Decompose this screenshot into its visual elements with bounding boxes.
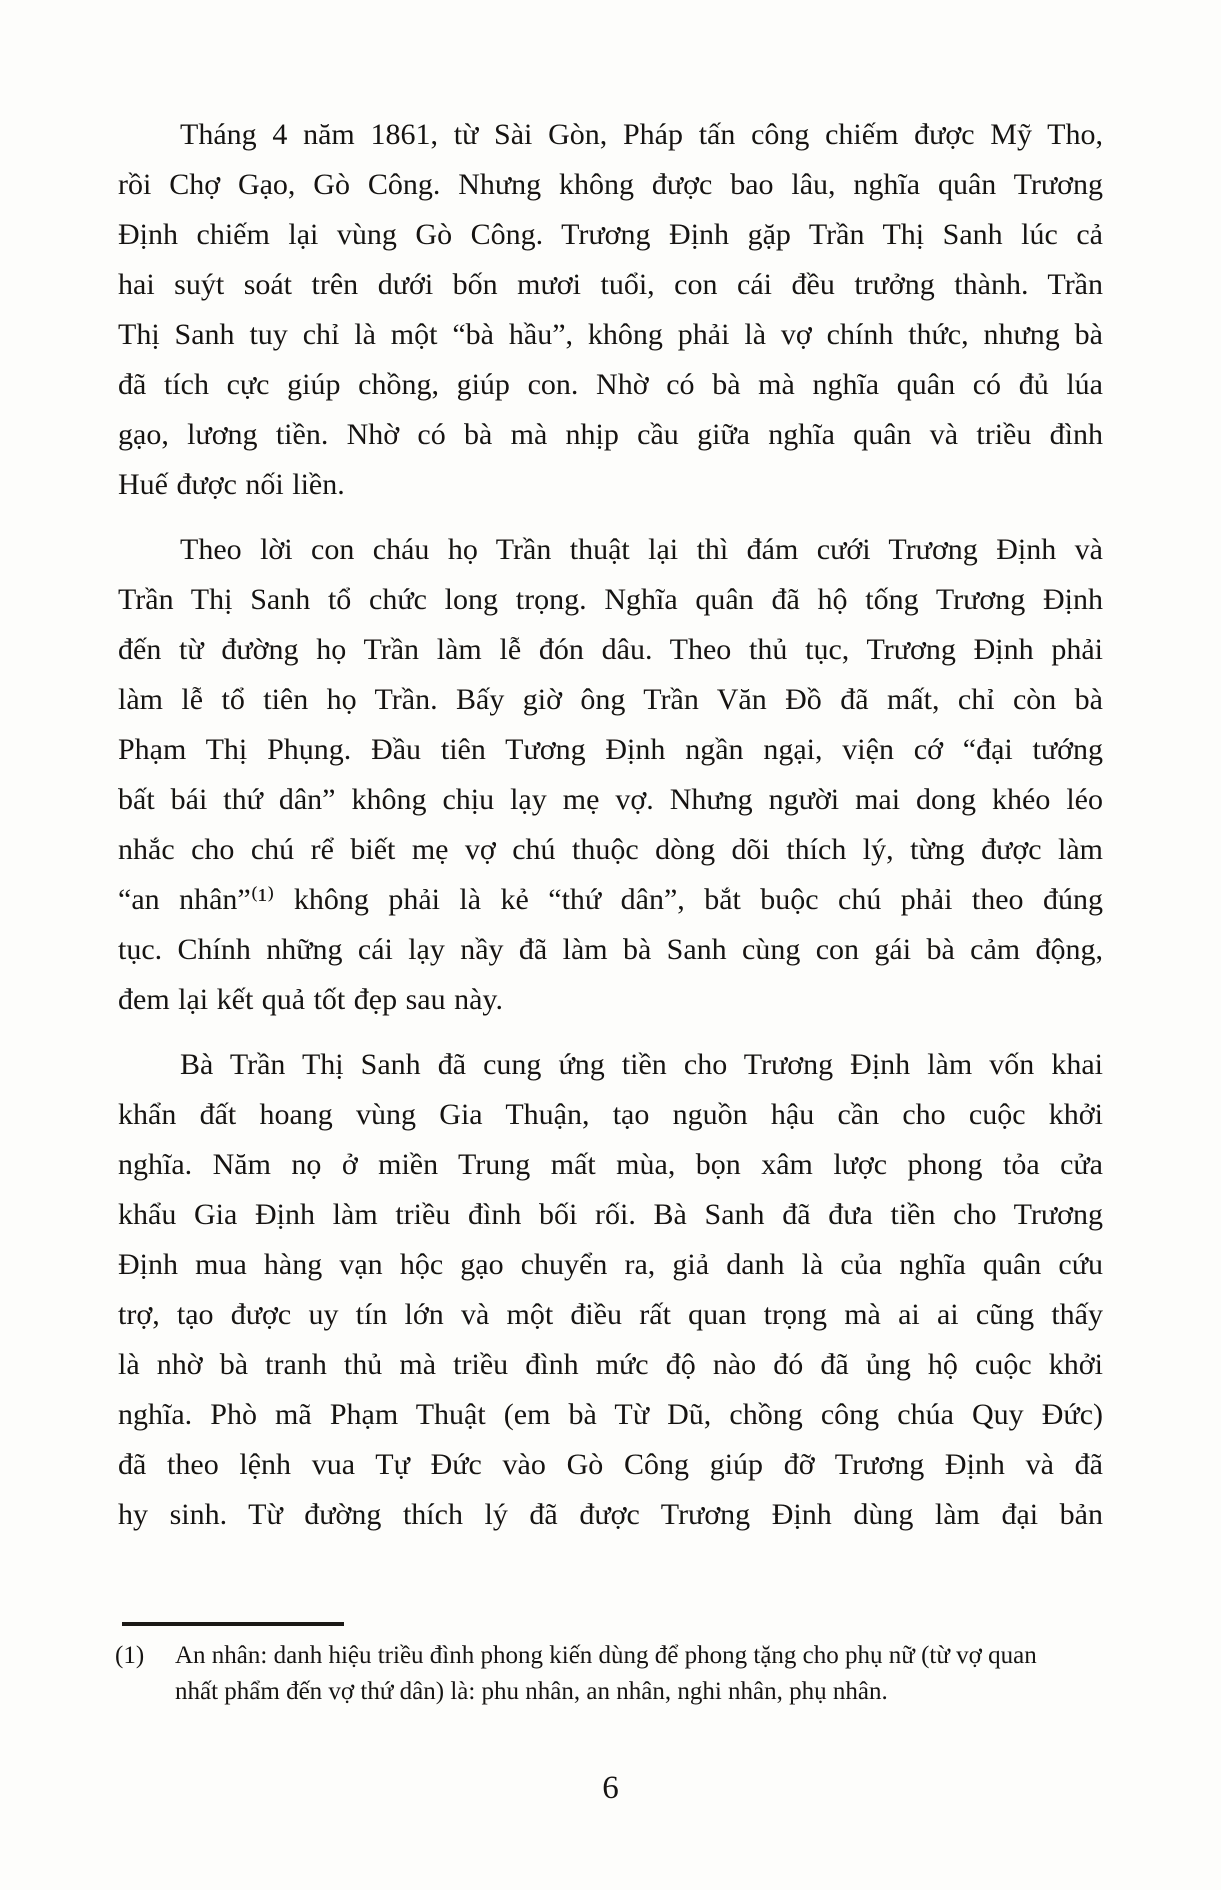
footnote-divider bbox=[122, 1622, 344, 1626]
text-line: hai suýt soát trên dưới bốn mươi tuổi, con cái đều trưởng thành. Trần bbox=[118, 268, 1103, 301]
text-line: An nhân: danh hiệu triều đình phong kiến dùng để phong tặng cho phụ nữ (từ vợ quan bbox=[175, 1642, 1037, 1669]
text-line: đã tích cực giúp chồng, giúp con. Nhờ có bà mà nghĩa quân có đủ lúa bbox=[118, 368, 1103, 401]
text-line: bất bái thứ dân” không chịu lạy mẹ vợ. Nhưng người mai dong khéo léo bbox=[118, 783, 1103, 816]
text-line: Tháng 4 năm 1861, từ Sài Gòn, Pháp tấn công chiếm được Mỹ Tho, bbox=[180, 118, 1103, 151]
text-line: đã theo lệnh vua Tự Đức vào Gò Công giúp đỡ Trương Định và đã bbox=[118, 1448, 1103, 1481]
text-line: Trần Thị Sanh tổ chức long trọng. Nghĩa quân đã hộ tống Trương Định bbox=[118, 583, 1103, 616]
text-line: Phạm Thị Phụng. Đầu tiên Tương Định ngần ngại, viện cớ “đại tướng bbox=[118, 733, 1103, 766]
text-line: đem lại kết quả tốt đẹp sau này. bbox=[118, 983, 503, 1016]
paragraph-2 bbox=[118, 525, 1103, 1025]
text-line: tục. Chính những cái lạy nầy đã làm bà Sanh cùng con gái bà cảm động, bbox=[118, 933, 1103, 966]
footnote-marker: (1) bbox=[115, 1642, 145, 1669]
text-line: Định chiếm lại vùng Gò Công. Trương Định gặp Trần Thị Sanh lúc cả bbox=[118, 218, 1103, 251]
footnote bbox=[115, 1638, 1125, 1710]
text-line: khẩu Gia Định làm triều đình bối rối. Bà Sanh đã đưa tiền cho Trương bbox=[118, 1198, 1103, 1231]
footnote-text bbox=[175, 1638, 1125, 1710]
text-line: Định mua hàng vạn hộc gạo chuyển ra, giả danh là của nghĩa quân cứu bbox=[118, 1248, 1103, 1281]
text-line: khẩn đất hoang vùng Gia Thuận, tạo nguồn hậu cần cho cuộc khởi bbox=[118, 1098, 1103, 1131]
text-line: nhắc cho chú rể biết mẹ vợ chú thuộc dòng dõi thích lý, từng được làm bbox=[118, 833, 1103, 866]
text-line: là nhờ bà tranh thủ mà triều đình mức độ nào đó đã ủng hộ cuộc khởi bbox=[118, 1348, 1103, 1381]
text-line: nhất phẩm đến vợ thứ dân) là: phu nhân, an nhân, nghi nhân, phụ nhân. bbox=[175, 1678, 888, 1705]
text-line: rồi Chợ Gạo, Gò Công. Nhưng không được bao lâu, nghĩa quân Trương bbox=[118, 168, 1103, 201]
paragraph-3 bbox=[118, 1040, 1103, 1540]
text-line: trợ, tạo được uy tín lớn và một điều rất quan trọng mà ai ai cũng thấy bbox=[118, 1298, 1103, 1331]
text-line: Huế được nối liền. bbox=[118, 468, 345, 501]
text-line: đến từ đường họ Trần làm lễ đón dâu. Theo thủ tục, Trương Định phải bbox=[118, 633, 1103, 666]
text-line: “an nhân”⁽¹⁾ không phải là kẻ “thứ dân”, bắt buộc chú phải theo đúng bbox=[118, 883, 1103, 916]
paragraph-1 bbox=[118, 110, 1103, 510]
text-line: làm lễ tổ tiên họ Trần. Bấy giờ ông Trần Văn Đồ đã mất, chỉ còn bà bbox=[118, 683, 1103, 716]
page-body bbox=[118, 110, 1103, 1555]
text-line: nghĩa. Năm nọ ở miền Trung mất mùa, bọn xâm lược phong tỏa cửa bbox=[118, 1148, 1103, 1181]
text-line: Theo lời con cháu họ Trần thuật lại thì đám cưới Trương Định và bbox=[180, 533, 1103, 566]
text-line: hy sinh. Từ đường thích lý đã được Trương Định dùng làm đại bản bbox=[118, 1498, 1103, 1531]
page-number: 6 bbox=[602, 1770, 619, 1806]
text-line: gạo, lương tiền. Nhờ có bà mà nhịp cầu giữa nghĩa quân và triều đình bbox=[118, 418, 1103, 451]
text-line: nghĩa. Phò mã Phạm Thuật (em bà Từ Dũ, chồng công chúa Quy Đức) bbox=[118, 1398, 1103, 1431]
text-line: Thị Sanh tuy chỉ là một “bà hầu”, không phải là vợ chính thức, nhưng bà bbox=[118, 318, 1103, 351]
text-line: Bà Trần Thị Sanh đã cung ứng tiền cho Trương Định làm vốn khai bbox=[180, 1048, 1103, 1081]
